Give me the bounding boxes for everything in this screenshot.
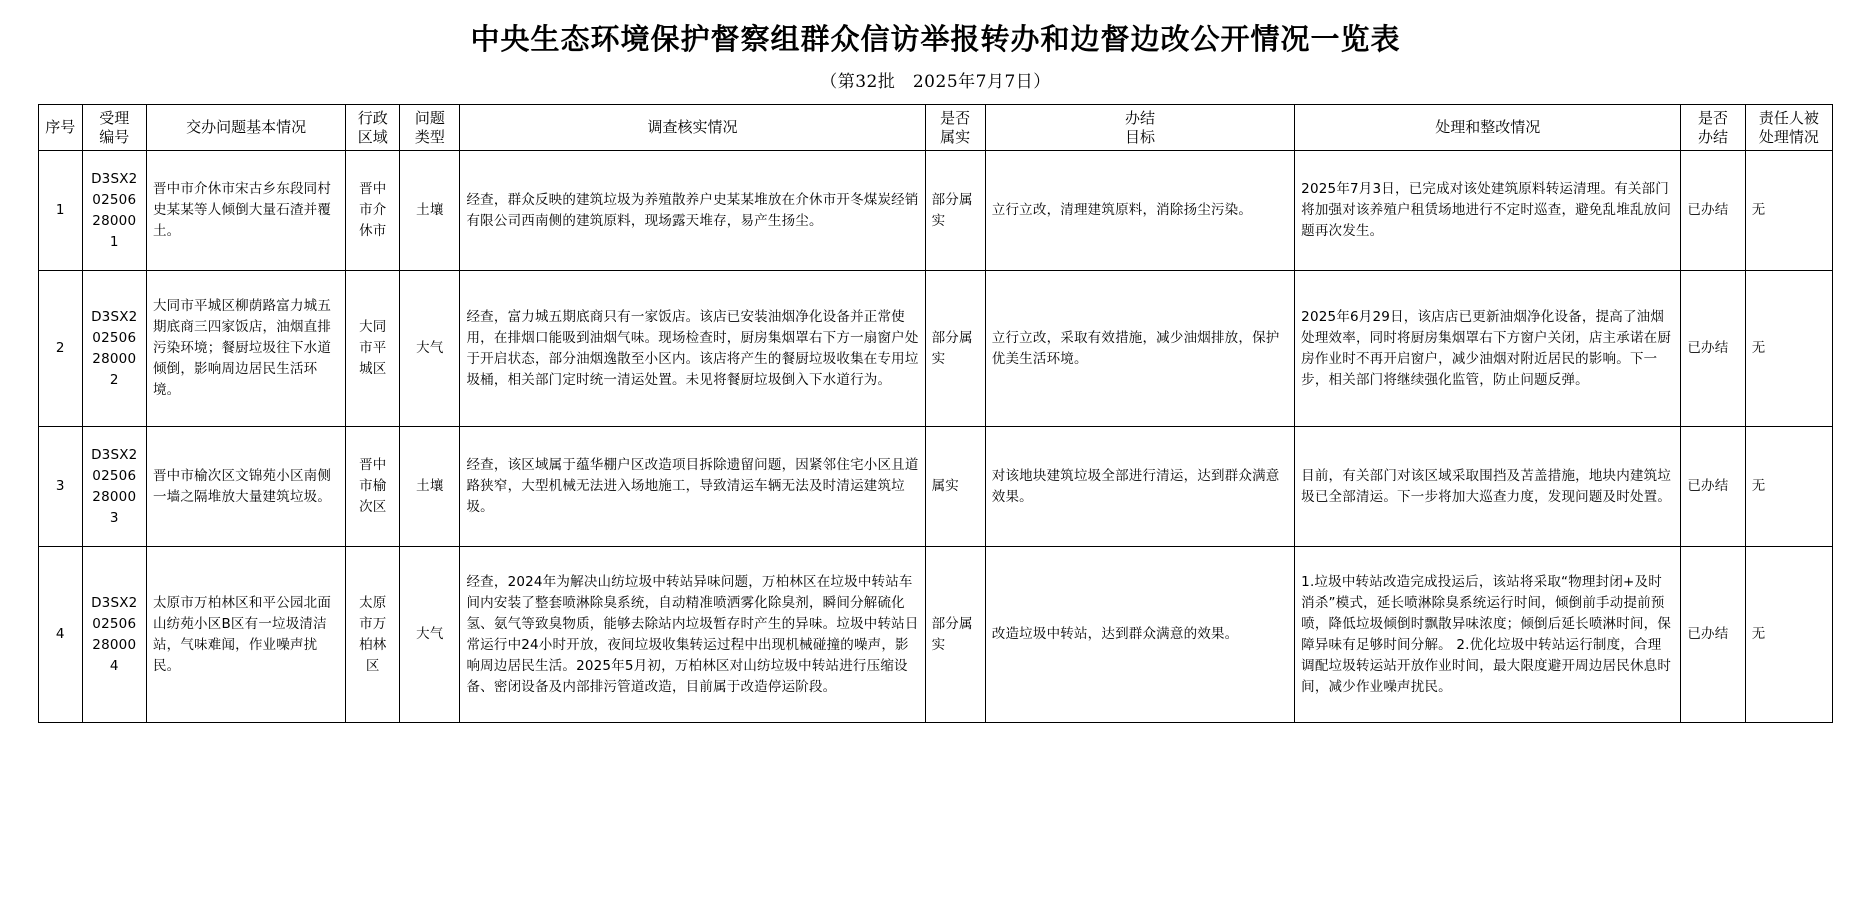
cell-is-true: 部分属实 (925, 151, 985, 271)
cell-is-done: 已办结 (1681, 151, 1745, 271)
cell-is-done: 已办结 (1681, 427, 1745, 547)
cell-region: 晋中市榆次区 (346, 427, 400, 547)
cell-handling: 2025年7月3日，已完成对该处建筑原料转运清理。有关部门将加强对该养殖户租赁场地进行不定时巡查，避免乱堆乱放问题再次发生。 (1295, 151, 1681, 271)
col-header-is-done (1681, 104, 1745, 151)
cell-type: 土壤 (400, 427, 460, 547)
col-header-code (82, 104, 146, 151)
col-header-is-true (925, 104, 985, 151)
cell-index: 4 (39, 547, 83, 723)
cell-code: D3SX202506280003 (82, 427, 146, 547)
cell-basic: 太原市万柏林区和平公园北面山纺苑小区B区有一垃圾清洁站，气味难闻，作业噪声扰民。 (146, 547, 345, 723)
cell-region: 太原市万柏林区 (346, 547, 400, 723)
table-row (39, 151, 1833, 271)
col-header-is-true-line2: 属实 (940, 127, 971, 146)
complaints-table (38, 104, 1833, 724)
col-header-index: 序号 (39, 104, 83, 151)
cell-responsible: 无 (1745, 151, 1832, 271)
col-header-responsible (1745, 104, 1832, 151)
cell-handling: 1.垃圾中转站改造完成投运后，该站将采取“物理封闭+及时消杀”模式，延长喷淋除臭系统运行时间，倾倒前手动提前预喷，降低垃圾倾倒时飘散异味浓度；倾倒后延长喷淋时间，保障异味有足够时间分解。 2.优化垃圾中转站运行制度，合理调配垃圾转运站开放作业时间，最大限度避开周边居民休息时间，减少作业噪声扰民。 (1295, 547, 1681, 723)
cell-region: 大同市平城区 (346, 271, 400, 427)
cell-type: 土壤 (400, 151, 460, 271)
document-page (0, 22, 1871, 907)
cell-index: 1 (39, 151, 83, 271)
col-header-responsible-line2: 处理情况 (1758, 127, 1819, 146)
cell-basic: 晋中市介休市宋古乡东段同村史某某等人倾倒大量石渣并覆土。 (146, 151, 345, 271)
cell-goal: 改造垃圾中转站，达到群众满意的效果。 (985, 547, 1294, 723)
cell-is-true: 部分属实 (925, 271, 985, 427)
cell-investigation: 经查，2024年为解决山纺垃圾中转站异味问题，万柏林区在垃圾中转站车间内安装了整套喷淋除臭系统，自动精准喷洒雾化除臭剂，瞬间分解硫化氢、氨气等致臭物质，能够去除站内垃圾暂存时产生的异味。垃圾中转站日常运行中24小时开放，夜间垃圾收集转运过程中出现机械碰撞的噪声，影响周边居民生活。2025年5月初，万柏林区对山纺垃圾中转站进行压缩设备、密闭设备及内部排污管道改造，目前属于改造停运阶段。 (460, 547, 925, 723)
cell-investigation: 经查，富力城五期底商只有一家饭店。该店已安装油烟净化设备并正常使用，在排烟口能吸到油烟气味。现场检查时，厨房集烟罩右下方一扇窗户处于开启状态，部分油烟逸散至小区内。该店将产生的餐厨垃圾收集在专用垃圾桶，相关部门定时统一清运处置。未见将餐厨垃圾倒入下水道行为。 (460, 271, 925, 427)
col-header-handling: 处理和整改情况 (1295, 104, 1681, 151)
col-header-type-line2: 类型 (414, 127, 445, 146)
page-title: 中央生态环境保护督察组群众信访举报转办和边督边改公开情况一览表 (470, 22, 1401, 56)
cell-goal: 立行立改，清理建筑原料，消除扬尘污染。 (985, 151, 1294, 271)
table-body (39, 151, 1833, 723)
col-header-region-line1: 行政 (357, 108, 388, 127)
col-header-basic: 交办问题基本情况 (146, 104, 345, 151)
col-header-type (400, 104, 460, 151)
cell-index: 2 (39, 271, 83, 427)
table-row (39, 427, 1833, 547)
cell-is-done: 已办结 (1681, 547, 1745, 723)
page-subtitle: （第32批 2025年7月7日） (820, 71, 1051, 92)
table-header-row (39, 104, 1833, 151)
cell-investigation: 经查，该区域属于蕴华棚户区改造项目拆除遗留问题，因紧邻住宅小区且道路狭窄，大型机械无法进入场地施工，导致清运车辆无法及时清运建筑垃圾。 (460, 427, 925, 547)
col-header-goal (985, 104, 1294, 151)
cell-index: 3 (39, 427, 83, 547)
cell-goal: 立行立改，采取有效措施，减少油烟排放，保护优美生活环境。 (985, 271, 1294, 427)
cell-goal: 对该地块建筑垃圾全部进行清运，达到群众满意效果。 (985, 427, 1294, 547)
cell-handling: 2025年6月29日，该店店已更新油烟净化设备，提高了油烟处理效率，同时将厨房集烟罩右下方窗户关闭，店主承诺在厨房作业时不再开启窗户，减少油烟对附近居民的影响。下一步，相关部门将继续强化监管，防止问题反弹。 (1295, 271, 1681, 427)
table-header (39, 104, 1833, 151)
col-header-responsible-line1: 责任人被 (1758, 108, 1819, 127)
cell-code: D3SX202506280001 (82, 151, 146, 271)
cell-is-done: 已办结 (1681, 271, 1745, 427)
col-header-code-line1: 受理 (99, 108, 130, 127)
cell-is-true: 部分属实 (925, 547, 985, 723)
cell-code: D3SX202506280002 (82, 271, 146, 427)
cell-code: D3SX202506280004 (82, 547, 146, 723)
cell-is-true: 属实 (925, 427, 985, 547)
col-header-region (346, 104, 400, 151)
col-header-goal-line2: 目标 (1124, 127, 1155, 146)
col-header-code-line2: 编号 (99, 127, 130, 146)
col-header-is-done-line1: 是否 (1698, 108, 1729, 127)
table-row (39, 271, 1833, 427)
col-header-region-line2: 区域 (357, 127, 388, 146)
col-header-goal-line1: 办结 (1124, 108, 1155, 127)
cell-responsible: 无 (1745, 427, 1832, 547)
cell-basic: 大同市平城区柳荫路富力城五期底商三四家饭店，油烟直排污染环境；餐厨垃圾往下水道倾倒，影响周边居民生活环境。 (146, 271, 345, 427)
cell-investigation: 经查，群众反映的建筑垃圾为养殖散养户史某某堆放在介休市开冬煤炭经销有限公司西南侧的建筑原料，现场露天堆存，易产生扬尘。 (460, 151, 925, 271)
col-header-type-line1: 问题 (414, 108, 445, 127)
cell-handling: 目前，有关部门对该区域采取围挡及苫盖措施，地块内建筑垃圾已全部清运。下一步将加大巡查力度，发现问题及时处置。 (1295, 427, 1681, 547)
col-header-is-done-line2: 办结 (1698, 127, 1729, 146)
col-header-is-true-line1: 是否 (940, 108, 971, 127)
col-header-investigation: 调查核实情况 (460, 104, 925, 151)
cell-basic: 晋中市榆次区文锦苑小区南侧一墙之隔堆放大量建筑垃圾。 (146, 427, 345, 547)
cell-type: 大气 (400, 271, 460, 427)
cell-type: 大气 (400, 547, 460, 723)
cell-region: 晋中市介休市 (346, 151, 400, 271)
cell-responsible: 无 (1745, 271, 1832, 427)
table-row (39, 547, 1833, 723)
cell-responsible: 无 (1745, 547, 1832, 723)
